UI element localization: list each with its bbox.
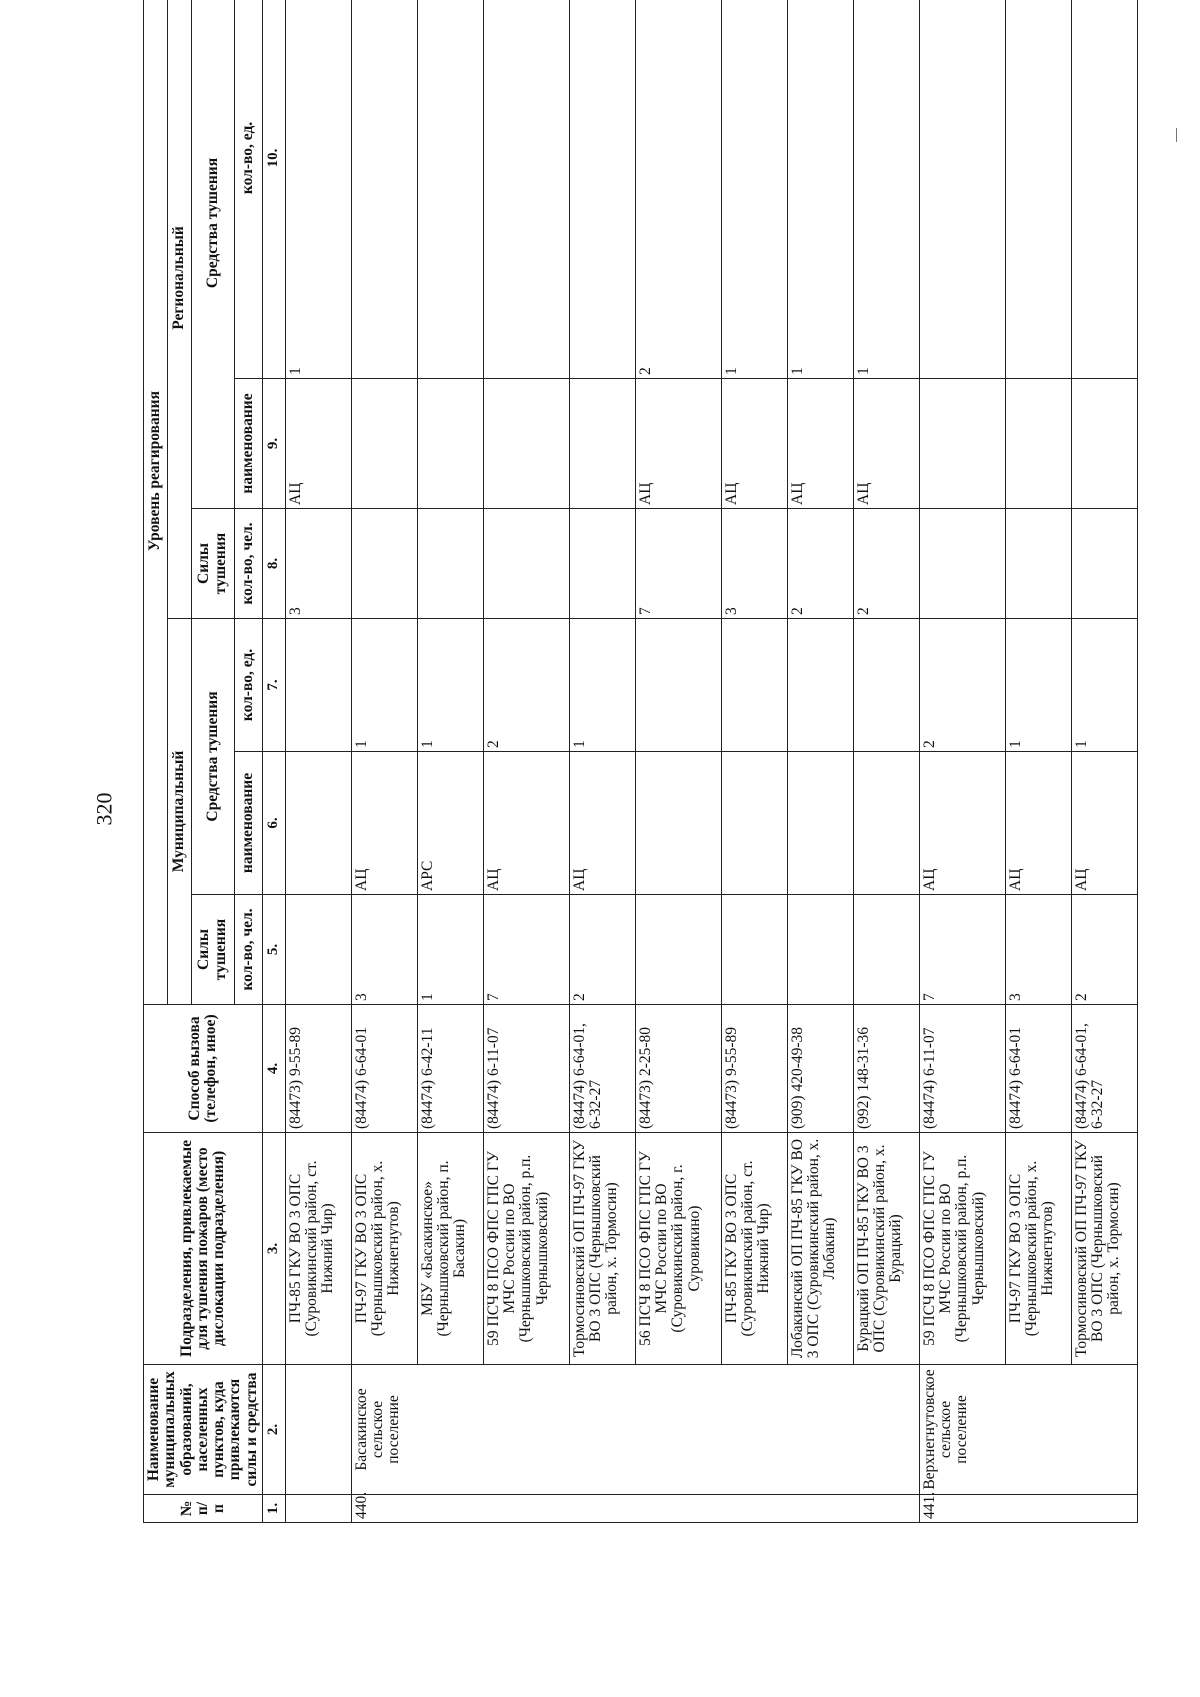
municipal-means-qty — [721, 619, 787, 752]
page-number: 320 — [91, 792, 117, 826]
municipal-means-qty — [787, 619, 853, 752]
header-regional-level: Региональный — [167, 0, 191, 619]
scan-mark — [1176, 128, 1177, 142]
header-name: наименование — [234, 752, 262, 895]
regional-means-qty — [351, 0, 417, 379]
call-cell: (84474) 6-64-01, 6-32-27 — [1071, 1005, 1137, 1133]
regional-forces-qty — [351, 509, 417, 619]
header-no: № п/п — [144, 1495, 263, 1523]
call-cell: (84474) 6-64-01 — [351, 1005, 417, 1133]
unit-cell: Бурацкий ОП ПЧ-85 ГКУ ВО 3 ОПС (Суровикинский район, х. Бурацкий) — [853, 1133, 919, 1365]
municipal-forces-qty: 3 — [351, 895, 417, 1005]
header-municipal-level: Муниципальный — [167, 619, 191, 1005]
col-number: 7. — [262, 619, 285, 752]
col-number: 4. — [262, 1005, 285, 1133]
municipality-name — [285, 1365, 351, 1495]
municipal-forces-qty: 2 — [569, 895, 635, 1005]
table-row — [569, 0, 635, 1523]
header-call: Способ вызова (телефон, иное) — [144, 1005, 263, 1133]
table-row — [721, 0, 787, 1523]
call-cell: (84474) 6-11-07 — [919, 1005, 1005, 1133]
regional-forces-qty — [919, 509, 1005, 619]
regional-means-name: АЦ — [721, 379, 787, 509]
municipal-forces-qty: 3 — [1005, 895, 1071, 1005]
municipality-name: Басакинское сельское поселение — [351, 1365, 919, 1495]
regional-means-name — [919, 379, 1005, 509]
municipal-forces-qty — [853, 895, 919, 1005]
row-number — [285, 1495, 351, 1523]
municipal-means-qty: 2 — [483, 619, 569, 752]
regional-means-qty — [1071, 0, 1137, 379]
header-means-municipal: Средства тушения — [191, 619, 234, 895]
regional-means-qty — [1005, 0, 1071, 379]
call-cell: (84473) 9-55-89 — [285, 1005, 351, 1133]
header-qty-people: кол-во, чел. — [234, 895, 262, 1005]
row-number: 441. — [919, 1495, 1137, 1523]
regional-means-qty — [569, 0, 635, 379]
municipal-forces-qty: 1 — [417, 895, 483, 1005]
table-row — [853, 0, 919, 1523]
regional-means-name — [483, 379, 569, 509]
unit-cell: ПЧ-97 ГКУ ВО 3 ОПС (Чернышковский район, х. Нижнегнутов) — [351, 1133, 417, 1365]
municipal-means-name — [285, 752, 351, 895]
regional-means-name — [1071, 379, 1137, 509]
col-number: 9. — [262, 379, 285, 509]
header-qty-units: кол-во, ед. — [234, 619, 262, 752]
unit-cell: Тормосиновский ОП ПЧ-97 ГКУ ВО 3 ОПС (Чернышковский район, х. Тормосин) — [569, 1133, 635, 1365]
header-forces-municipal: Силы тушения — [191, 895, 234, 1005]
regional-means-name — [351, 379, 417, 509]
regional-forces-qty — [569, 509, 635, 619]
regional-means-name — [417, 379, 483, 509]
municipal-means-qty — [285, 619, 351, 752]
municipal-means-qty: 1 — [1071, 619, 1137, 752]
municipality-name: Верхнегнутовское сельское поселение — [919, 1365, 1137, 1495]
regional-means-qty: 1 — [853, 0, 919, 379]
unit-cell: ПЧ-85 ГКУ ВО 3 ОПС (Суровикинский район, ст. Нижний Чир) — [721, 1133, 787, 1365]
municipal-means-name — [635, 752, 721, 895]
col-number: 8. — [262, 509, 285, 619]
municipal-forces-qty — [721, 895, 787, 1005]
municipal-forces-qty — [635, 895, 721, 1005]
regional-means-name: АЦ — [787, 379, 853, 509]
municipal-forces-qty: 2 — [1071, 895, 1137, 1005]
regional-means-name — [569, 379, 635, 509]
municipal-means-qty — [635, 619, 721, 752]
regional-means-qty: 2 — [635, 0, 721, 379]
table-row — [787, 0, 853, 1523]
table-row — [1071, 0, 1137, 1523]
regional-means-name: АЦ — [285, 379, 351, 509]
header-means-regional: Средства тушения — [191, 0, 234, 509]
regional-means-qty: 1 — [285, 0, 351, 379]
regional-forces-qty — [1005, 509, 1071, 619]
municipal-means-name — [853, 752, 919, 895]
col-number: 3. — [262, 1133, 285, 1365]
municipal-means-name — [787, 752, 853, 895]
call-cell: (84473) 9-55-89 — [721, 1005, 787, 1133]
municipal-means-name: АЦ — [1005, 752, 1071, 895]
col-number: 1. — [262, 1495, 285, 1523]
row-number: 440. — [351, 1495, 919, 1523]
municipal-means-qty: 1 — [417, 619, 483, 752]
fire-forces-table — [143, 0, 1138, 1523]
municipal-means-qty: 1 — [351, 619, 417, 752]
table-row — [1005, 0, 1071, 1523]
municipal-means-name: АЦ — [483, 752, 569, 895]
unit-cell: Лобакинский ОП ПЧ-85 ГКУ ВО 3 ОПС (Суровикинский район, х. Лобакин) — [787, 1133, 853, 1365]
unit-cell: МБУ «Басакинское» (Чернышковский район, п. Басакин) — [417, 1133, 483, 1365]
regional-means-name: АЦ — [635, 379, 721, 509]
regional-means-name: АЦ — [853, 379, 919, 509]
regional-forces-qty — [1071, 509, 1137, 619]
regional-forces-qty — [483, 509, 569, 619]
regional-means-qty: 1 — [721, 0, 787, 379]
call-cell: (84474) 6-42-11 — [417, 1005, 483, 1133]
header-municipal: Наименование муниципальных образований, населенных пунктов, куда привлекаются силы и средства — [144, 1365, 263, 1495]
header-units: Подразделения, привлекаемые для тушения пожаров (место дислокации подразделения) — [144, 1133, 263, 1365]
unit-cell: 56 ПСЧ 8 ПСО ФПС ГПС ГУ МЧС России по ВО (Суровикинский район, г. Суровикино) — [635, 1133, 721, 1365]
header-forces-regional: Силы тушения — [191, 509, 234, 619]
call-cell: (909) 420-49-38 — [787, 1005, 853, 1133]
municipal-forces-qty: 7 — [919, 895, 1005, 1005]
regional-means-qty — [417, 0, 483, 379]
municipal-means-name — [721, 752, 787, 895]
unit-cell: Тормосиновский ОП ПЧ-97 ГКУ ВО 3 ОПС (Чернышковский район, х. Тормосин) — [1071, 1133, 1137, 1365]
municipal-means-qty: 1 — [569, 619, 635, 752]
municipal-means-name: АЦ — [569, 752, 635, 895]
table-body — [285, 0, 1137, 1523]
rotated-table-block — [143, 38, 1129, 1523]
municipal-forces-qty — [787, 895, 853, 1005]
municipal-means-name: АЦ — [919, 752, 1005, 895]
table-row — [351, 0, 417, 1523]
header-response-level: Уровень реагирования — [144, 0, 168, 1005]
regional-forces-qty: 2 — [853, 509, 919, 619]
call-cell: (84474) 6-64-01, 6-32-27 — [569, 1005, 635, 1133]
call-cell: (992) 148-31-36 — [853, 1005, 919, 1133]
municipal-means-qty: 2 — [919, 619, 1005, 752]
municipal-forces-qty — [285, 895, 351, 1005]
call-cell: (84474) 6-11-07 — [483, 1005, 569, 1133]
regional-forces-qty: 2 — [787, 509, 853, 619]
col-number: 6. — [262, 752, 285, 895]
regional-means-qty: 1 — [787, 0, 853, 379]
regional-forces-qty: 3 — [285, 509, 351, 619]
municipal-means-qty: 1 — [1005, 619, 1071, 752]
table-row — [919, 0, 1005, 1523]
table-row — [483, 0, 569, 1523]
unit-cell: 59 ПСЧ 8 ПСО ФПС ГПС ГУ МЧС России по ВО (Чернышковский район, р.п. Чернышковский) — [483, 1133, 569, 1365]
unit-cell: 59 ПСЧ 8 ПСО ФПС ГПС ГУ МЧС России по ВО (Чернышковский район, р.п. Чернышковский) — [919, 1133, 1005, 1365]
municipal-means-name: АЦ — [351, 752, 417, 895]
regional-forces-qty — [417, 509, 483, 619]
header-qty-units: кол-во, ед. — [234, 0, 262, 379]
municipal-forces-qty: 7 — [483, 895, 569, 1005]
regional-means-qty — [919, 0, 1005, 379]
col-number: 10. — [262, 0, 285, 379]
call-cell: (84473) 2-25-80 — [635, 1005, 721, 1133]
call-cell: (84474) 6-64-01 — [1005, 1005, 1071, 1133]
header-qty-people: кол-во, чел. — [234, 509, 262, 619]
regional-forces-qty: 7 — [635, 509, 721, 619]
municipal-means-qty — [853, 619, 919, 752]
regional-means-name — [1005, 379, 1071, 509]
table-row — [417, 0, 483, 1523]
unit-cell: ПЧ-97 ГКУ ВО 3 ОПС (Чернышковский район, х. Нижнегнутов) — [1005, 1133, 1071, 1365]
regional-forces-qty: 3 — [721, 509, 787, 619]
table-row — [285, 0, 351, 1523]
unit-cell: ПЧ-85 ГКУ ВО 3 ОПС (Суровикинский район, ст. Нижний Чир) — [285, 1133, 351, 1365]
col-number: 2. — [262, 1365, 285, 1495]
regional-means-qty — [483, 0, 569, 379]
header-name: наименование — [234, 379, 262, 509]
municipal-means-name: АРС — [417, 752, 483, 895]
table-row — [635, 0, 721, 1523]
col-number: 5. — [262, 895, 285, 1005]
municipal-means-name: АЦ — [1071, 752, 1137, 895]
